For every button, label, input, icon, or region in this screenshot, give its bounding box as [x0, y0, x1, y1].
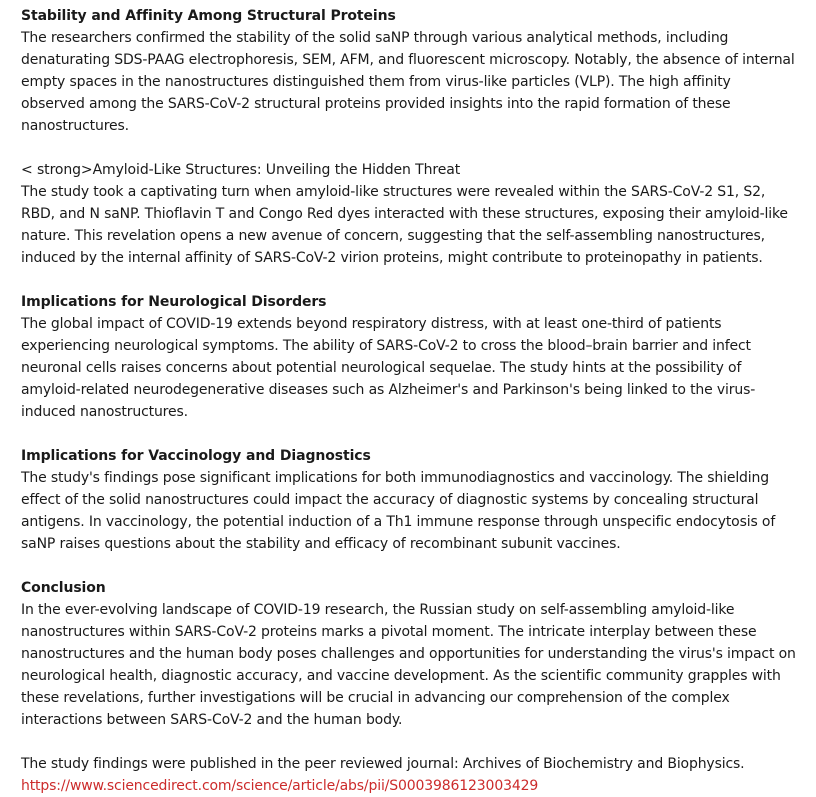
- source-link[interactable]: https://www.sciencedirect.com/science/article/abs/pii/S0003986123003429: [21, 778, 539, 794]
- section-conclusion: [21, 577, 798, 731]
- section-heading: < strong>Amyloid-Like Structures: Unveiling the Hidden Threat: [21, 162, 461, 178]
- section-heading: Implications for Neurological Disorders: [21, 294, 327, 310]
- section-paragraph: The researchers confirmed the stability of the solid saNP through various analytical methods, including denaturating SDS-PAAG electrophoresis, SEM, AFM, and fluorescent microscopy. Notably, the absence of internal empty spaces in the nanostructures distinguished them from virus-like particles (VLP). The high affinity observed among the SARS-CoV-2 structural proteins provided insights into the rapid formation of these nanostructures.: [21, 30, 795, 134]
- section-paragraph: In the ever-evolving landscape of COVID-19 research, the Russian study on self-assembling amyloid-like nanostructures within SARS-CoV-2 proteins marks a pivotal moment. The intricate interplay between these nanostructures and the human body poses challenges and opportunities for understanding the virus's impact on neurological health, diagnostic accuracy, and vaccine development. As the scientific community grapples with these revelations, further investigations will be crucial in advancing our comprehension of the complex interactions between SARS-CoV-2 and the human body.: [21, 602, 796, 728]
- section-neurological: [21, 291, 798, 423]
- section-paragraph: The study took a captivating turn when amyloid-like structures were revealed within the SARS-CoV-2 S1, S2, RBD, and N saNP. Thioflavin T and Congo Red dyes interacted with these structures, exposing their amyloid-like nature. This revelation opens a new avenue of concern, suggesting that the self-assembling nanostructures, induced by the internal affinity of SARS-CoV-2 virion proteins, might contribute to proteinopathy in patients.: [21, 184, 788, 266]
- section-stability: [21, 5, 798, 137]
- section-heading: Implications for Vaccinology and Diagnostics: [21, 448, 371, 464]
- section-vaccinology: [21, 445, 798, 555]
- section-heading: Stability and Affinity Among Structural Proteins: [21, 8, 396, 24]
- section-paragraph: The study's findings pose significant implications for both immunodiagnostics and vaccinology. The shielding effect of the solid nanostructures could impact the accuracy of diagnostic systems by concealing structural antigens. In vaccinology, the potential induction of a Th1 immune response through unspecific endocytosis of saNP raises questions about the stability and efficacy of recombinant subunit vaccines.: [21, 470, 776, 552]
- section-paragraph: The global impact of COVID-19 extends beyond respiratory distress, with at least one-third of patients experiencing neurological symptoms. The ability of SARS-CoV-2 to cross the blood–brain barrier and infect neuronal cells raises concerns about potential neurological sequelae. The study hints at the possibility of amyloid-related neurodegenerative diseases such as Alzheimer's and Parkinson's being linked to the virus-induced nanostructures.: [21, 316, 756, 420]
- publication-note: [21, 753, 798, 797]
- publication-text: The study findings were published in the peer reviewed journal: Archives of Biochemistry and Biophysics.: [21, 756, 745, 772]
- section-heading: Conclusion: [21, 580, 106, 596]
- section-amyloid: [21, 159, 798, 269]
